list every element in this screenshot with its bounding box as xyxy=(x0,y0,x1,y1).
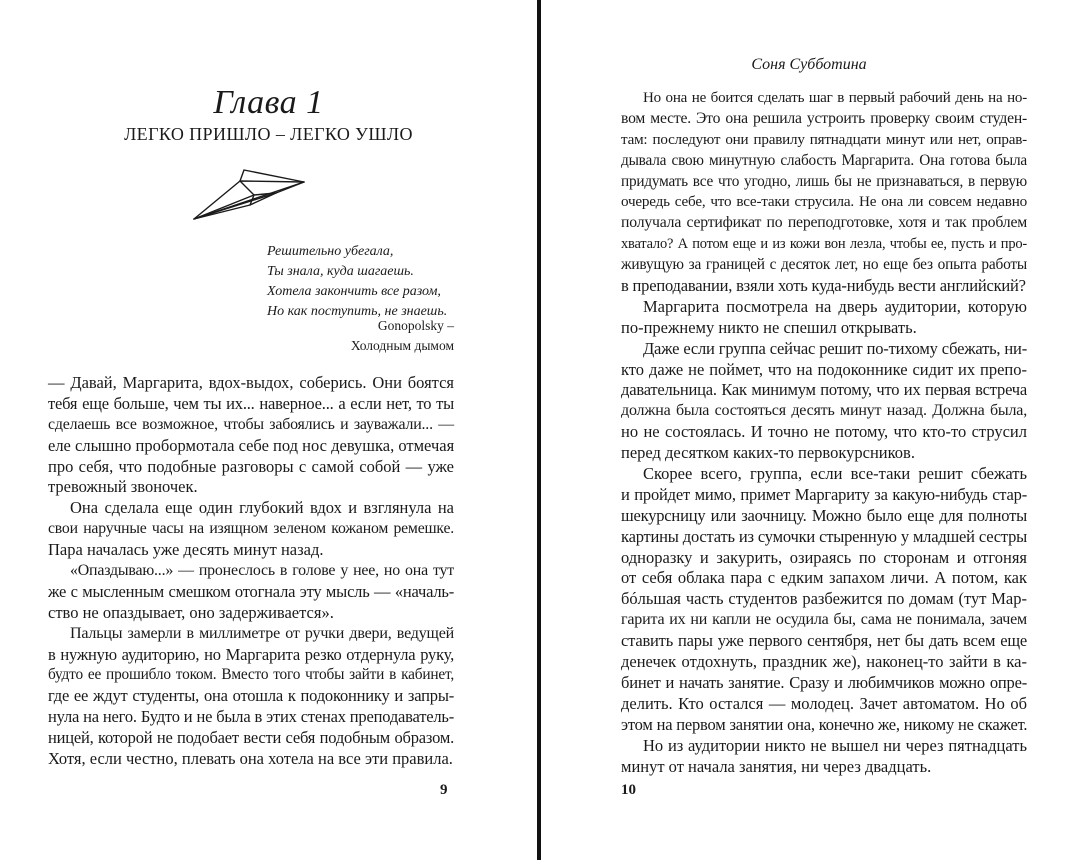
text-line: про себя, что подобные разговоры с самой собой — уже xyxy=(48,456,454,476)
text-line: одноразку и закурить, озираясь по сторонам и отгоняя xyxy=(621,547,1027,567)
text-line: делить. Кто остался — молодец. Зачет автоматом. Но об xyxy=(621,693,1027,713)
text-line: тревожный звоночек. xyxy=(48,477,198,497)
text-line: бинет и начать занятие. Сразу и любимчиков можно опре- xyxy=(621,672,1027,692)
text-line: еле слышно пробормотала себе под нос девушка, отмечая xyxy=(48,435,455,455)
text-line: очередь себе, что все-таки струсила. Не она ли совсем недавно xyxy=(621,193,1027,211)
text-line: денечек отдохнуть, праздник же), наконец-то зайти в ка- xyxy=(621,652,1027,672)
text-line: гарита их ни капли не осудила бы, сама не понимала, зачем xyxy=(621,611,1027,629)
text-line: в преподавании, взяли хоть куда-нибудь вести английский? xyxy=(621,276,1026,296)
text-line: свои наручные часы на изящном зеленом кожаном ремешке. xyxy=(48,520,454,538)
epigraph-line: Решительно убегала, xyxy=(267,244,394,259)
text-line: ницей, которой не подобает вести себя подобным образом. xyxy=(48,728,454,748)
chapter-subtitle: ЛЕГКО ПРИШЛО – ЛЕГКО УШЛО xyxy=(124,124,413,144)
text-line: придумать все что угодно, лишь бы не признаваться, в первую xyxy=(621,172,1027,190)
text-line: минут от начала занятия, ни через двадцать. xyxy=(621,756,932,776)
epigraph-line: Хотела закончить все разом, xyxy=(267,284,441,299)
text-line: ство не опаздывает, оно задерживается». xyxy=(48,602,334,622)
text-line: же с мысленным смешком отогнала эту мысль — «началь- xyxy=(48,581,454,601)
text-line: дывала свою минутную слабость Маргарита. Она готова была xyxy=(621,151,1027,169)
text-line: и пройдет мимо, примет Маргариту за какую-нибудь стар- xyxy=(621,484,1027,504)
text-line: должна была состояться десять минут назад. Должна была, xyxy=(621,402,1027,420)
text-line: сделаешь все возможное, чтобы забоялись и зауважали... — xyxy=(48,415,454,433)
text-line: там: последуют они правилу пятнадцати минут или нет, оправ- xyxy=(621,131,1027,148)
text-line: Но из аудитории никто не вышел ни через пятнадцать xyxy=(643,735,1027,755)
text-line: кто даже не поймет, что на подоконнике сидит их препо- xyxy=(621,359,1027,379)
body-text-left xyxy=(48,373,454,770)
text-line: вом месте. Это она решила устроить проверку своим студен- xyxy=(621,109,1027,127)
epigraph-line: Ты знала, куда шагаешь. xyxy=(267,264,414,279)
text-line: получала сертификат по переподготовке, хотя и так проблем xyxy=(621,214,1027,232)
text-line: живущую за границей с десяток лет, но еще без опыта работы xyxy=(621,256,1027,274)
text-line: нула на него. Будто и не была в этих стенах преподаватель- xyxy=(48,707,454,727)
text-line: тебя еще больше, чем ты их... наверное... а если нет, то ты xyxy=(48,393,454,413)
body-text-right xyxy=(621,88,1027,777)
text-line: Скорее всего, группа, если все-таки решит сбежать xyxy=(643,464,1027,484)
text-line: Пальцы замерли в миллиметре от ручки двери, ведущей xyxy=(70,624,454,642)
text-line: по-прежнему никто не спешил открывать. xyxy=(621,317,917,337)
text-line: хватало? А потом еще и из кожи вон лезла, чтобы ее, пусть и про- xyxy=(621,236,1027,253)
page-number: 9 xyxy=(440,782,448,798)
text-line: — Давай, Маргарита, вдох-выдох, соберись. Они боятся xyxy=(48,373,454,392)
text-line: ставить пары уже первого сентября, нет бы дать всем еще xyxy=(621,631,1027,651)
epigraph xyxy=(267,242,467,322)
text-line: бóльшая часть студентов разбежится по домам (тут Мар- xyxy=(621,589,1027,609)
text-line: Маргарита посмотрела на дверь аудитории, которую xyxy=(643,296,1027,316)
epigraph-attribution xyxy=(234,316,454,356)
text-line: Хотя, если честно, плевать она хотела на все эти правила. xyxy=(48,749,453,769)
left-page xyxy=(0,0,537,860)
text-line: где ее ждут студенты, она отошла к подоконнику и запры- xyxy=(48,686,454,706)
running-head-author: Соня Субботина xyxy=(751,56,867,73)
text-line: этом на первом занятии она, конечно же, никому не скажет. xyxy=(621,714,1028,734)
book-spine xyxy=(537,0,541,860)
text-line: перед десятком каких-то первокурсников. xyxy=(621,443,915,463)
text-line: шекурсницу или заочницу. Можно было еще для полноты xyxy=(621,505,1027,525)
text-line: Даже если группа сейчас решит по-тихому сбежать, ни- xyxy=(643,338,1027,358)
text-line: картины достать из сумочки стыренную у младшей сестры xyxy=(621,526,1027,546)
page-number: 10 xyxy=(621,782,636,798)
chapter-title: Глава 1 xyxy=(213,84,324,121)
text-line: будто ее прошибло током. Вместо того чтобы зайти в кабинет, xyxy=(48,666,454,684)
text-line: «Опаздываю...» — пронеслось в голове у нее, но она тут xyxy=(70,562,454,580)
text-line: в нужную аудиторию, но Маргарита резко отдернула руку, xyxy=(48,644,454,664)
text-line: от себя облака пара с едким запахом личи. А потом, как xyxy=(621,568,1027,588)
text-line: Пара началась уже десять минут назад. xyxy=(48,540,324,560)
epigraph-source: Холодным дымом xyxy=(350,338,454,353)
text-line: но не состоялась. И точно не потому, что кто-то струсил xyxy=(621,422,1027,442)
text-line: Она сделала еще один глубокий вдох и взглянула на xyxy=(70,498,454,518)
text-line: Но она не боится сделать шаг в первый рабочий день на но- xyxy=(643,90,1027,106)
epigraph-author: Gonopolsky – xyxy=(377,318,454,333)
text-line: давательница. Как минимум потому, что их первая встреча xyxy=(621,380,1027,400)
paper-airplane-icon xyxy=(192,168,308,222)
epigraph-line: Но как поступить, не знаешь. xyxy=(267,304,448,319)
